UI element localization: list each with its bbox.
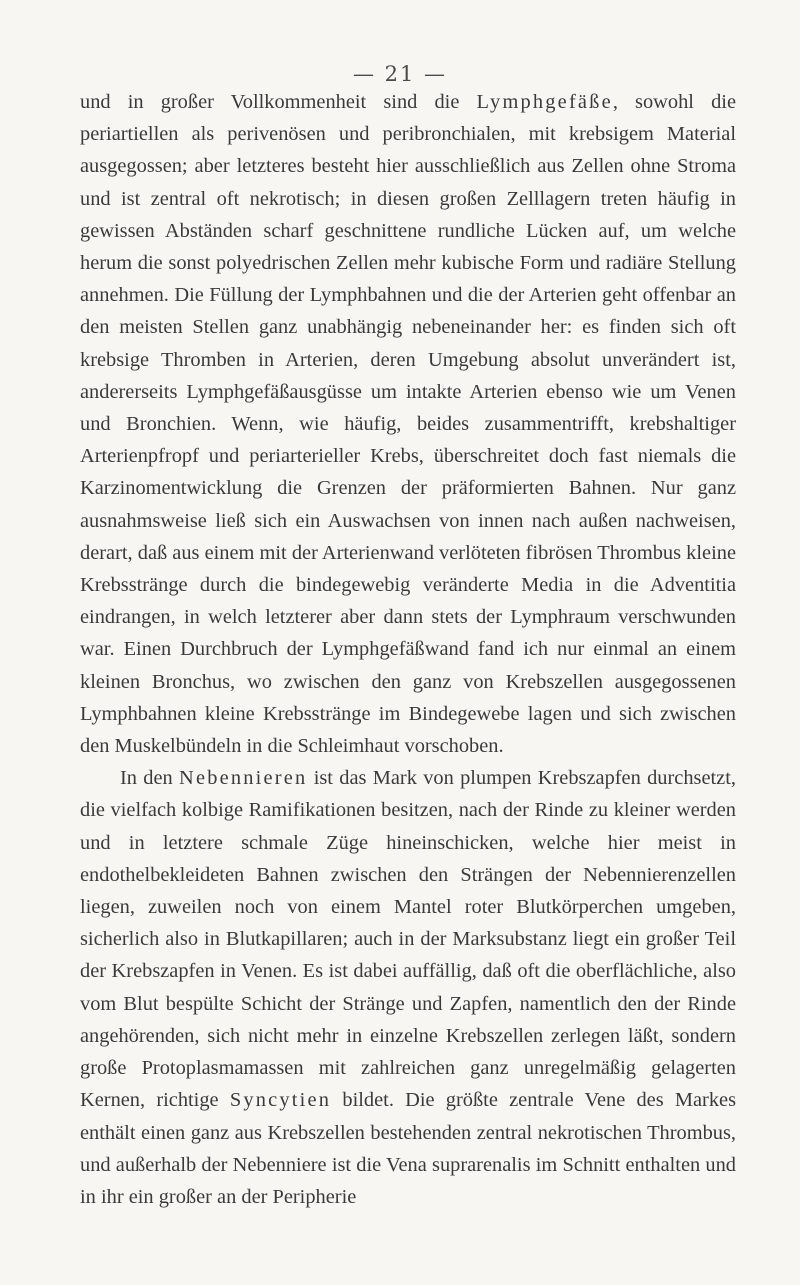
paragraph-lymphgefaesse: [80, 86, 736, 762]
spaced-term-syncytien: Syncytien: [229, 1089, 332, 1112]
spaced-term-nebennieren: Nebennieren: [179, 767, 308, 790]
body-text: [80, 86, 736, 1213]
text-segment: , sowohl die periartiellen als perivenösen und peribronchialen, mit krebsigem Material ausgegossen; aber letzteres besteht hier ausschließlich aus Zellen ohne Stroma und ist zentral oft nekrotisch; in diesen großen Zelllagern treten häufig in gewissen Abständen scharf geschnittene rundliche Lücken auf, um welche herum die sonst polyedrischen Zellen mehr kubische Form und radiäre Stellung annehmen. Die Füllung der Lymphbahnen und die der Arterien geht offenbar an den meisten Stellen ganz unabhängig nebeneinander her: es finden sich oft krebsige Thromben in Arterien, deren Umgebung absolut unverändert ist, andererseits Lymphgefäßausgüsse um intakte Arterien ebenso wie um Venen und Bronchien. Wenn, wie häufig, beides zusammentrifft, krebshaltiger Arterienpfropf und periarterieller Krebs, überschreitet doch fast niemals die Karzinomentwicklung die Grenzen der präformierten Bahnen. Nur ganz ausnahmsweise ließ sich ein Auswachsen von innen nach außen nachweisen, derart, daß aus einem mit der Arterienwand verlöteten fibrösen Thrombus kleine Krebsstränge durch die bindegewebig veränderte Media in die Adventitia eindrangen, in welch letzterer aber dann stets der Lymphraum verschwunden war. Einen Durchbruch der Lymphgefäßwand fand ich nur einmal an einem kleinen Bronchus, wo zwischen den ganz von Krebszellen ausgegossenen Lymphbahnen kleine Krebsstränge im Bindegewebe lagen und sich zwischen den Muskelbündeln in die Schleimhaut vorschoben.: [80, 91, 736, 758]
spaced-term-lymphgefaesse: Lymphgefäße: [476, 91, 613, 113]
text-segment: ist das Mark von plumpen Krebszapfen durchsetzt, die vielfach kolbige Ramifikationen besitzen, nach der Rinde zu kleiner werden und in letztere schmale Züge hineinschicken, welche hier meist in endothelbekleideten Bahnen zwischen den Strängen der Nebennierenzellen liegen, zuweilen noch von einem Mantel roter Blutkörperchen umgeben, sicherlich also in Blutkapillaren; auch in der Marksubstanz liegt ein großer Teil der Krebszapfen in Venen. Es ist dabei auffällig, daß oft die oberflächliche, also vom Blut bespülte Schicht der Stränge und Zapfen, namentlich den der Rinde angehörenden, sich nicht mehr in einzelne Krebszellen zerlegen läßt, sondern große Protoplasmamassen mit zahlreichen ganz unregelmäßig gelagerten Kernen, richtige: [80, 767, 736, 1112]
text-segment: und in großer Vollkommenheit sind die: [80, 91, 477, 113]
text-segment: bildet. Die größte zentrale Vene des Markes enthält einen ganz aus Krebszellen bestehenden zentral nekrotischen Thrombus, und außerhalb der Nebenniere ist die Vena suprarenalis im Schnitt enthalten und in ihr ein großer an der Peripherie: [80, 1089, 737, 1208]
text-segment: In den: [120, 767, 180, 790]
page-number: — 21 —: [352, 62, 448, 86]
paragraph-nebennieren: [80, 762, 736, 1213]
